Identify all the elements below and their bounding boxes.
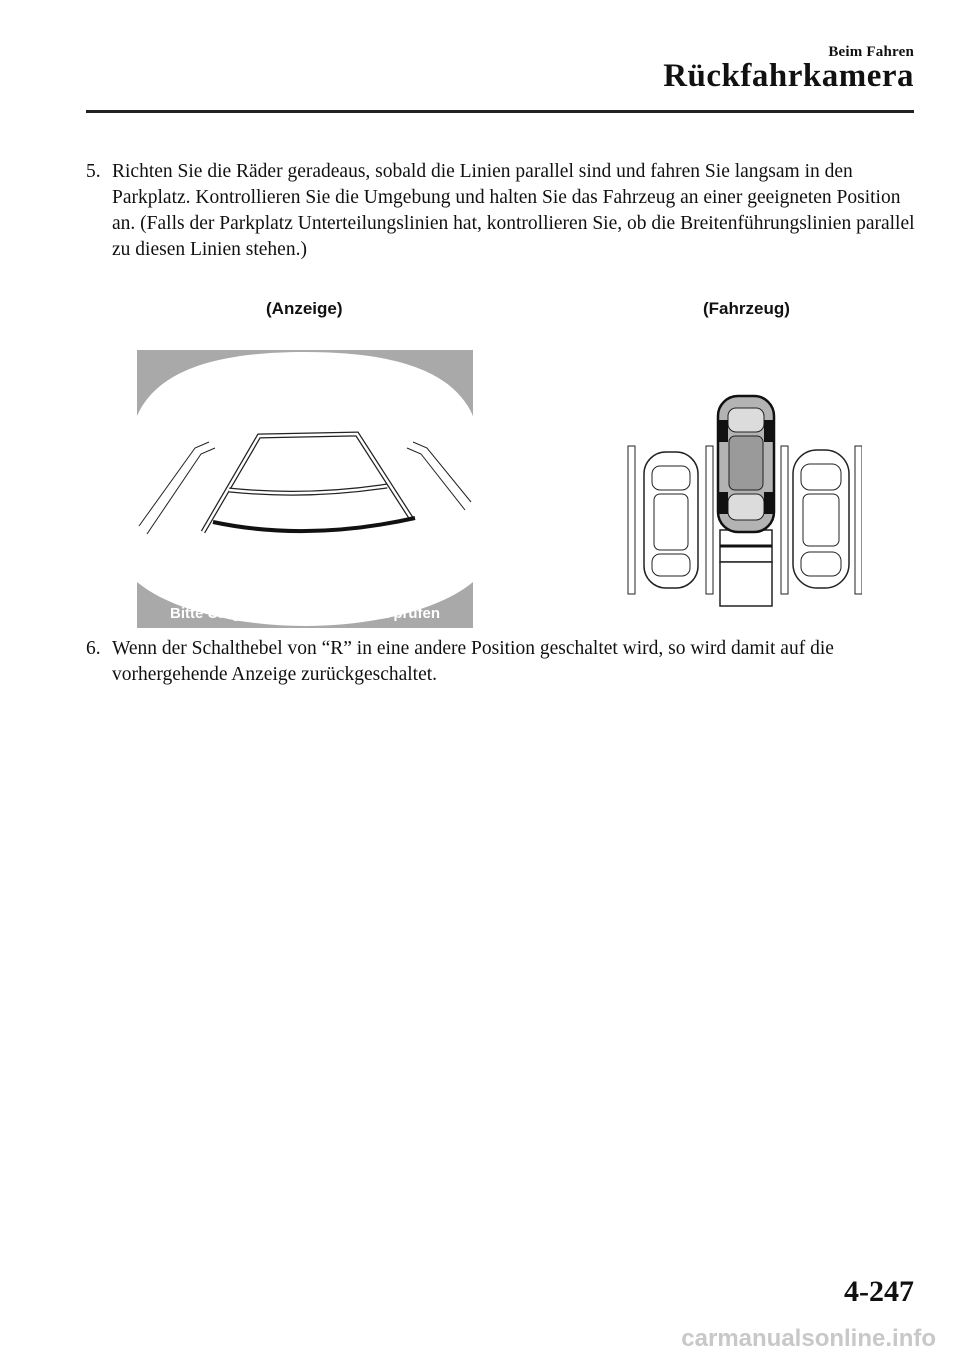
- stall-line-mid-left: [706, 446, 713, 594]
- step-text: Wenn der Schalthebel von “R” in eine andere Position geschaltet wird, so wird damit auf die vorhergehende Anzeige zurückgeschaltet.: [112, 638, 834, 685]
- header-rule: [86, 110, 914, 113]
- step-number: 5.: [86, 161, 101, 182]
- figure-label-display: (Anzeige): [266, 299, 343, 318]
- reversing-car: [718, 396, 774, 532]
- section-label: Beim Fahren: [828, 44, 914, 60]
- figure-label-vehicle: (Fahrzeug): [703, 299, 790, 318]
- screen-view-area: [137, 352, 473, 626]
- guide-zone-far: [720, 562, 772, 606]
- page-title: Rückfahrkamera: [663, 58, 914, 94]
- step-6: [86, 636, 916, 688]
- camera-display-figure: [137, 350, 473, 628]
- parked-car-left: [644, 452, 698, 588]
- stall-line-left: [628, 446, 635, 594]
- watermark: carmanualsonline.info: [681, 1325, 936, 1352]
- display-warning-text: Bitte Umgebung auf Sicherheit prüfen: [169, 605, 441, 622]
- step-5: [86, 159, 916, 263]
- step-text: Richten Sie die Räder geradeaus, sobald die Linien parallel sind und fahren Sie langsam in den Parkplatz. Kontrollieren Sie die Umgebung und halten Sie das Fahrzeug an einer geeigneten Position an. (Falls der Parkplatz Unterteilungslinien hat, kontrollieren Sie, ob die Breitenführungslinien parallel zu diesen Linien stehen.): [112, 161, 915, 260]
- vehicle-parking-figure: [626, 394, 862, 610]
- parked-car-right: [793, 450, 849, 588]
- step-number: 6.: [86, 638, 101, 659]
- stall-line-mid-right: [781, 446, 788, 594]
- stall-line-right: [855, 446, 862, 594]
- page-number: 4-247: [844, 1275, 914, 1308]
